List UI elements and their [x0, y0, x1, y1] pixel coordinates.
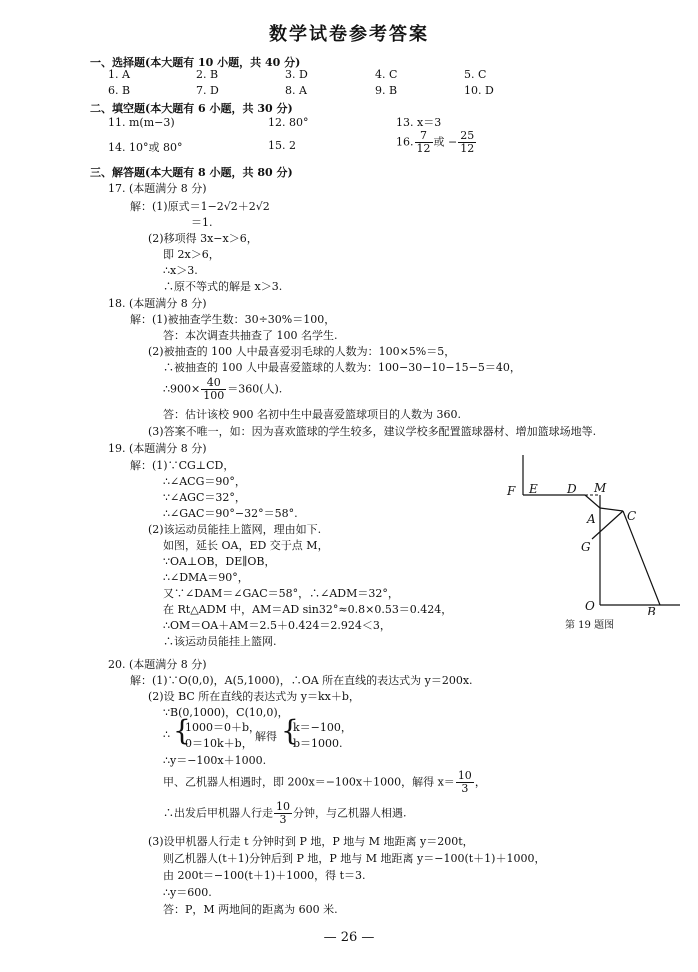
q17-line: ＝1. — [191, 216, 213, 229]
equation-1: 1000＝0＋b， — [185, 721, 261, 734]
q17-heading: 17. (本题满分 8 分) — [108, 182, 207, 195]
label-G: G — [581, 540, 591, 554]
q20-line — [163, 770, 486, 795]
fraction — [201, 377, 226, 402]
q19-heading: 19. (本题满分 8 分) — [108, 442, 207, 455]
fill-answer-15: 15. 2 — [268, 139, 296, 152]
choice-answer: 7. D — [196, 84, 219, 97]
line-AC — [600, 508, 623, 511]
q19-line: ∴该运动员能挂上篮网. — [163, 635, 277, 648]
q20-line: (3)设甲机器人行走 t 分钟时到 P 地，P 地与 M 地距离 y＝200t， — [148, 835, 474, 848]
denominator: 100 — [203, 389, 225, 402]
q17-line: 即 2x＞6， — [163, 248, 220, 261]
q20-line: ∴y＝−100x＋1000. — [163, 754, 267, 767]
expr-text: ∴出发后甲机器人行走 — [163, 806, 273, 820]
denominator: 12 — [416, 142, 431, 155]
q19-line: 如图，延长 OA，ED 交于点 M， — [163, 539, 329, 552]
q20-line: ∴y＝600. — [163, 886, 212, 899]
q18-heading: 18. (本题满分 8 分) — [108, 297, 207, 310]
equation-2: 0＝10k＋b， — [185, 737, 253, 750]
q19-line: ∴∠ACG＝90°， — [163, 475, 246, 488]
fill-answer-13: 13. x＝3 — [396, 116, 442, 129]
expr-text: 分钟，与乙机器人相遇. — [293, 806, 407, 820]
denominator: 3 — [279, 813, 287, 826]
fill-answer-12: 12. 80° — [268, 116, 309, 129]
q20-heading: 20. (本题满分 8 分) — [108, 658, 207, 671]
choice-answer: 3. D — [285, 68, 308, 81]
q17-line: ∴x＞3. — [163, 264, 198, 277]
solution-1: k＝−100， — [293, 721, 352, 734]
line-CG — [592, 511, 623, 539]
q19-line: ∴∠DMA＝90°， — [163, 571, 249, 584]
label-M: M — [594, 481, 607, 495]
q20-line: 答：P，M 两地间的距离为 600 米. — [163, 903, 338, 916]
expr-text: ， — [474, 775, 486, 789]
figure-19 — [505, 455, 685, 615]
brace-icon: { — [281, 714, 299, 747]
q19-line: 又∵∠DAM＝∠GAC＝58°，∴∠ADM＝32°， — [163, 587, 399, 600]
figure-caption: 第 19 题图 — [565, 620, 615, 631]
q18-line: 答：估计该校 900 名初中生中最喜爱篮球项目的人数为 360. — [163, 408, 461, 421]
numerator: 25 — [460, 129, 475, 142]
line-DA — [585, 495, 600, 508]
choice-answer: 8. A — [285, 84, 307, 97]
choice-answer: 1. A — [108, 68, 130, 81]
q20-line — [163, 801, 407, 826]
numerator: 40 — [201, 377, 226, 390]
label-D: D — [567, 482, 577, 496]
label-A: A — [587, 512, 596, 526]
denominator: 12 — [460, 142, 475, 155]
numerator: 10 — [457, 769, 472, 782]
q17-line: ∴原不等式的解是 x＞3. — [163, 280, 283, 293]
choice-row-1 — [108, 68, 608, 84]
q20-line: 则乙机器人(t＋1)分钟后到 P 地，P 地与 M 地距离 y＝−100(t＋1)＋1000， — [163, 852, 546, 865]
label-F: F — [507, 484, 516, 498]
connector-text: 或 − — [433, 135, 458, 149]
fraction — [274, 801, 292, 826]
numerator: 7 — [415, 130, 433, 143]
expr-text: ＝360(人). — [227, 382, 283, 396]
q20-line: ∵B(0,1000)，C(10,0)， — [163, 706, 289, 719]
section-2-heading: 二、填空题(本大题有 6 小题，共 30 分) — [90, 102, 293, 115]
label-O: O — [585, 599, 595, 613]
solution-2: b＝1000. — [293, 737, 343, 750]
solve-label: 解得 — [255, 730, 277, 743]
q20-line: 解：(1)∵O(0,0)，A(5,1000)，∴OA 所在直线的表达式为 y＝200x. — [130, 674, 473, 687]
q19-line: ∵OA⊥OB，DE∥OB， — [163, 555, 276, 568]
section-3-heading: 三、解答题(本大题有 8 小题，共 80 分) — [90, 166, 293, 179]
choice-row-2 — [108, 84, 608, 100]
q18-line: (2)被抽查的 100 人中最喜爱羽毛球的人数为：100×5%＝5， — [148, 345, 456, 358]
numerator: 10 — [276, 800, 290, 813]
choice-answer: 10. D — [464, 84, 494, 97]
label-E: E — [529, 482, 538, 496]
q18-line: (3)答案不唯一，如：因为喜欢篮球的学生较多，建议学校多配置篮球器材、增加篮球场地等. — [148, 425, 597, 438]
fill-answer-16 — [396, 130, 477, 155]
expr-text: 甲、乙机器人相遇时，即 200x＝−100x＋1000，解得 x＝ — [163, 775, 455, 789]
choice-answer: 2. B — [196, 68, 219, 81]
choice-answer: 9. B — [375, 84, 398, 97]
expr-text: ∴900× — [163, 382, 201, 396]
page-number: — 26 — — [323, 930, 375, 945]
choice-answer: 5. C — [464, 68, 487, 81]
q19-line: 解：(1)∵CG⊥CD， — [130, 459, 235, 472]
choice-answer: 4. C — [375, 68, 398, 81]
fraction — [415, 130, 433, 155]
section-1-heading: 一、选择题(本大题有 10 小题，共 40 分) — [90, 56, 301, 69]
page-title: 数学试卷参考答案 — [269, 24, 429, 45]
q19-line: 在 Rt△ADM 中，AM＝AD sin32°≈0.8×0.53＝0.424， — [163, 603, 453, 616]
denominator: 3 — [461, 782, 469, 795]
fraction — [456, 770, 474, 795]
q17-line: 解：(1)原式＝1−2√2＋2√2 — [130, 200, 270, 213]
q18-line: 解：(1)被抽查学生数：30÷30%＝100， — [130, 313, 336, 326]
q18-line — [163, 377, 282, 402]
label-B: B — [647, 605, 656, 615]
q18-line: ∴被抽查的 100 人中最喜爱篮球的人数为：100−30−10−15−5＝40， — [163, 361, 521, 374]
label-C: C — [627, 509, 637, 523]
choice-answer: 6. B — [108, 84, 131, 97]
q18-line: 答：本次调查共抽查了 100 名学生. — [163, 329, 338, 342]
fill-answer-14: 14. 10°或 80° — [108, 141, 183, 154]
q20-line: (2)设 BC 所在直线的表达式为 y＝kx＋b， — [148, 690, 360, 703]
q19-line: ∵∠AGC＝32°， — [163, 491, 246, 504]
fill-answer-11: 11. m(m−3) — [108, 116, 175, 129]
q19-line: ∴∠GAC＝90°−32°＝58°. — [163, 507, 298, 520]
q20-line: 由 200t＝−100(t＋1)＋1000，得 t＝3. — [163, 869, 366, 882]
brace-icon: { — [173, 714, 191, 747]
therefore-symbol: ∴ — [163, 728, 170, 741]
answer-number: 16. — [396, 135, 414, 149]
q19-line: (2)该运动员能挂上篮网，理由如下. — [148, 523, 322, 536]
line-CB — [623, 511, 660, 605]
q19-line: ∴OM＝OA＋AM＝2.5＋0.424＝2.924＜3， — [163, 619, 391, 632]
q17-line: (2)移项得 3x−x＞6， — [148, 232, 258, 245]
fraction — [458, 130, 476, 155]
